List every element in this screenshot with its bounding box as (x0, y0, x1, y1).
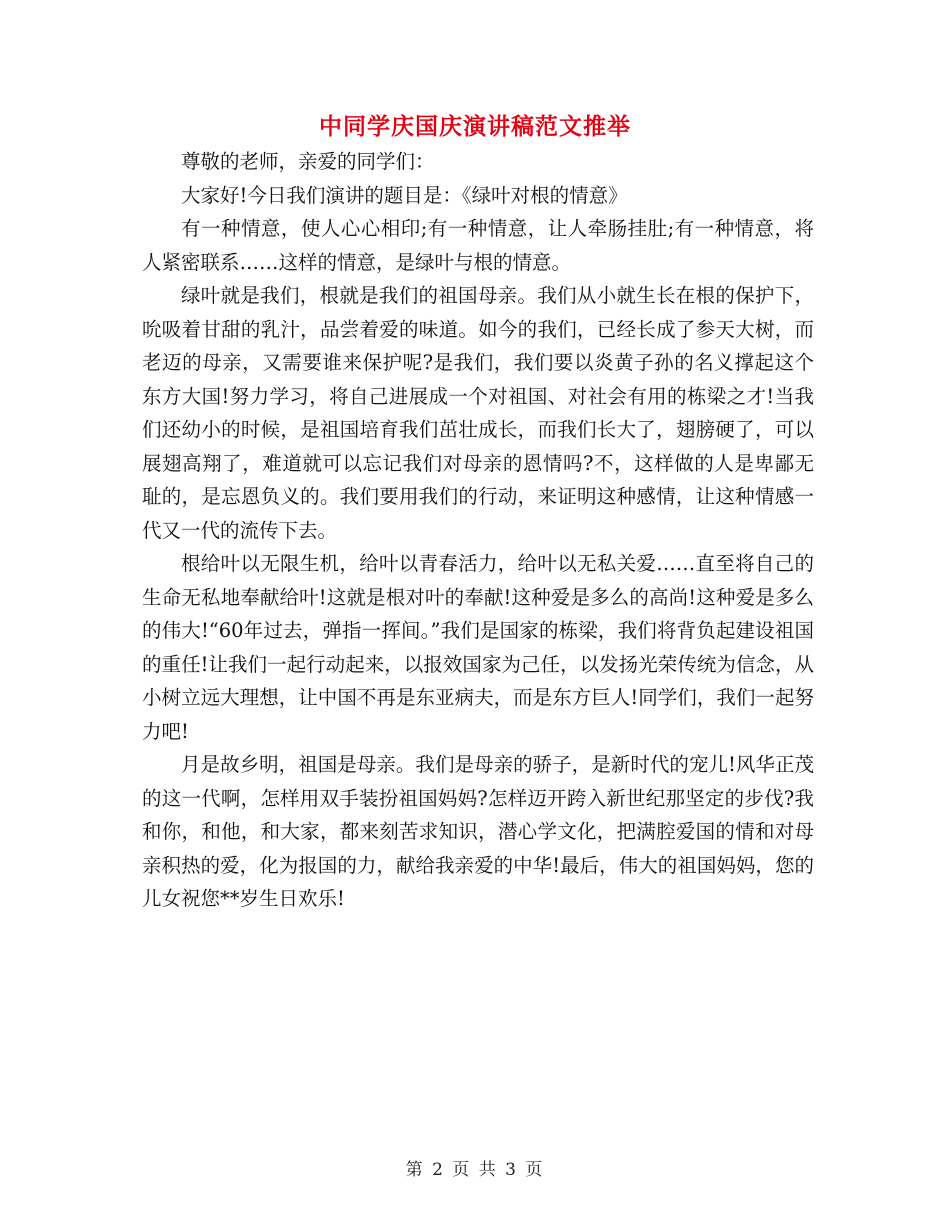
body-paragraph: 绿叶就是我们，根就是我们的祖国母亲。我们从小就生长在根的保护下，吮吸着甘甜的乳汁，品尝着爱的味道。如今的我们，已经长成了参天大树，而老迈的母亲，又需要谁来保护呢?是我们，我们要以炎黄子孙的名义撑起这个东方大国!努力学习，将自己进展成一个对祖国、对社会有用的栋梁之才!当我们还幼小的时候，是祖国培育我们茁壮成长，而我们长大了，翅膀硬了，可以展翅高翔了，难道就可以忘记我们对母亲的恩情吗?不，这样做的人是卑鄙无耻的，是忘恩负义的。我们要用我们的行动，来证明这种感情，让这种情感一代又一代的流传下去。 (142, 284, 814, 542)
page-number-footer: 第 2 页 共 3 页 (405, 1160, 545, 1180)
body-paragraph: 月是故乡明，祖国是母亲。我们是母亲的骄子，是新时代的宠儿!风华正茂的这一代啊，怎样用双手装扮祖国妈妈?怎样迈开跨入新世纪那坚定的步伐?我和你，和他，和大家，都来刻苦求知识，潜心学文化，把满腔爱国的情和对母亲积热的爱，化为报国的力，献给我亲爱的中华!最后，伟大的祖国妈妈，您的儿女祝您**岁生日欢乐! (142, 753, 814, 910)
salutation-paragraph: 尊敬的老师，亲爱的同学们： (181, 150, 435, 173)
document-title: 中同学庆国庆演讲稿范文推举 (319, 114, 631, 140)
body-paragraph: 有一种情意，使人心心相印;有一种情意，让人牵肠挂肚;有一种情意，将人紧密联系……这样的情意，是绿叶与根的情意。 (142, 217, 814, 274)
body-paragraph: 根给叶以无限生机，给叶以青春活力，给叶以无私关爱……直至将自己的生命无私地奉献给叶!这就是根对叶的奉献!这种爱是多么的高尚!这种爱是多么的伟大!“60年过去，弹指一挥间。”我们是国家的栋梁，我们将背负起建设祖国的重任!让我们一起行动起来，以报效国家为己任，以发扬光荣传统为信念，从小树立远大理想，让中国不再是东亚病夫，而是东方巨人!同学们，我们一起努力吧! (142, 552, 814, 743)
greeting-paragraph: 大家好!今日我们演讲的题目是：《绿叶对根的情意》 (181, 183, 628, 207)
document-body (142, 145, 814, 916)
